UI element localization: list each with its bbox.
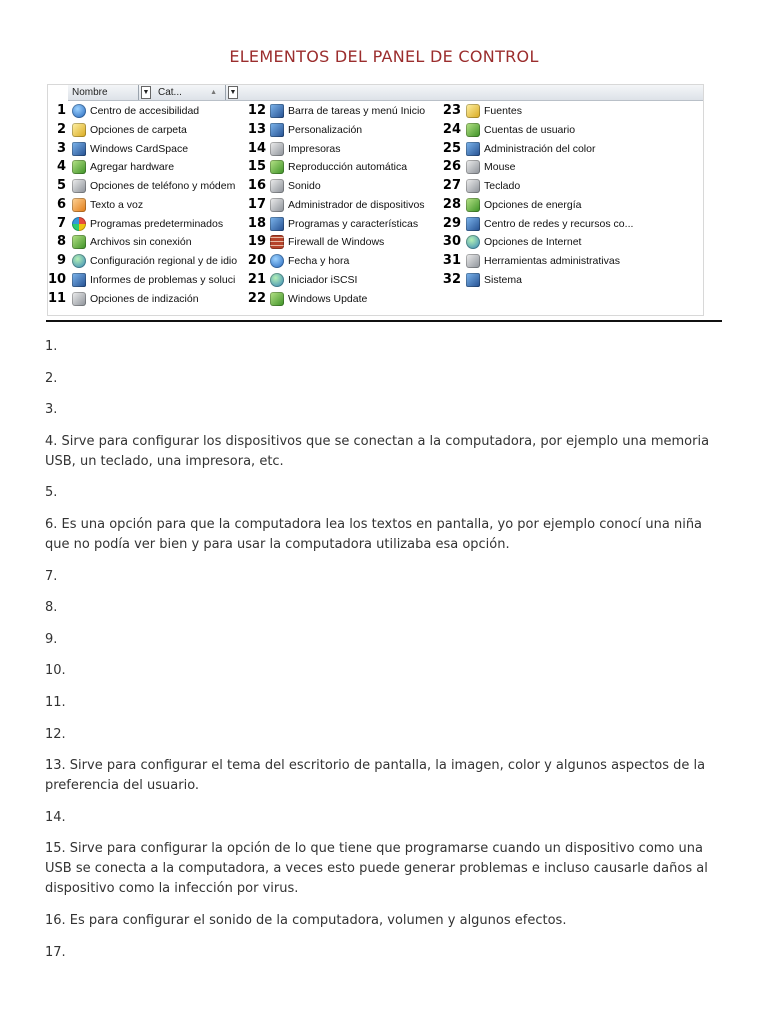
item-number: 17 bbox=[247, 196, 266, 212]
item-label: Impresoras bbox=[288, 142, 341, 155]
item-number: 32 bbox=[442, 271, 461, 287]
item-number: 18 bbox=[247, 215, 266, 231]
item-number: 20 bbox=[247, 253, 266, 268]
globe-app-icon bbox=[270, 273, 284, 287]
column-header-bar bbox=[68, 85, 703, 101]
blue-app-icon bbox=[270, 254, 284, 268]
item-label: Windows CardSpace bbox=[90, 142, 189, 155]
item-number: 24 bbox=[442, 121, 461, 137]
item-number: 23 bbox=[442, 103, 461, 118]
gray-app-icon bbox=[72, 179, 86, 193]
item-label: Administración del color bbox=[484, 142, 596, 155]
monitor-app-icon bbox=[466, 273, 480, 287]
list-item: 11. bbox=[45, 694, 66, 710]
answer-list bbox=[45, 337, 725, 974]
item-number: 14 bbox=[247, 140, 266, 156]
monitor-app-icon bbox=[270, 217, 284, 231]
list-item: 4. Sirve para configurar los dispositivos que se conectan a la computadora, por ejemplo una memoria USB, un teclado, una impresora, etc. bbox=[45, 433, 710, 469]
yellow-app-icon bbox=[72, 123, 86, 137]
item-number: 8 bbox=[56, 234, 66, 250]
green-app-icon bbox=[466, 198, 480, 212]
column-header-categoria[interactable] bbox=[154, 85, 226, 100]
item-label: Sistema bbox=[484, 273, 522, 286]
chevron-down-icon[interactable]: ▼ bbox=[228, 86, 238, 99]
item-label: Opciones de indización bbox=[90, 292, 199, 305]
list-item: 13. Sirve para configurar el tema del escritorio de pantalla, la imagen, color y algunos aspectos de la preferencia del usuario. bbox=[45, 758, 706, 794]
item-number: 10 bbox=[48, 271, 67, 287]
item-label: Configuración regional y de idio bbox=[90, 255, 238, 267]
item-number: 29 bbox=[442, 215, 461, 231]
item-label: Programas predeterminados bbox=[90, 217, 224, 230]
list-item: 14. bbox=[45, 809, 66, 825]
item-number: 26 bbox=[442, 159, 461, 175]
monitor-app-icon bbox=[466, 142, 480, 156]
list-item: 2. bbox=[45, 370, 58, 386]
item-number: 22 bbox=[247, 290, 266, 306]
item-number: 25 bbox=[442, 140, 461, 156]
list-item: 7. bbox=[45, 568, 58, 584]
item-label: Archivos sin conexión bbox=[90, 236, 192, 249]
item-label: Sonido bbox=[288, 180, 321, 192]
item-number: 7 bbox=[56, 215, 66, 231]
gray-app-icon bbox=[466, 254, 480, 268]
item-number: 6 bbox=[56, 196, 66, 212]
item-label: Personalización bbox=[288, 123, 363, 136]
item-number: 19 bbox=[247, 234, 266, 250]
item-label: Texto a voz bbox=[90, 198, 144, 211]
gray-app-icon bbox=[270, 179, 284, 193]
orange-app-icon bbox=[72, 198, 86, 212]
gray-app-icon bbox=[466, 179, 480, 193]
item-number: 27 bbox=[442, 178, 461, 193]
list-item: 15. Sirve para configurar la opción de lo que tiene que programarse cuando un dispositivo como una USB se conecta a la computadora, a veces esto puede generar problemas e incluso causarle daños al dispositivo como la infección por virus. bbox=[45, 841, 708, 897]
gray-app-icon bbox=[72, 292, 86, 306]
item-number: 4 bbox=[56, 159, 66, 175]
column-header-cat-label: Cat... bbox=[158, 87, 182, 98]
item-label: Teclado bbox=[484, 180, 521, 192]
item-number: 2 bbox=[56, 121, 66, 137]
gray-app-icon bbox=[270, 198, 284, 212]
item-label: Herramientas administrativas bbox=[484, 255, 620, 267]
item-label: Opciones de Internet bbox=[484, 236, 582, 249]
brick-app-icon bbox=[270, 235, 284, 249]
list-item: 12. bbox=[45, 726, 66, 742]
green-app-icon bbox=[270, 160, 284, 174]
list-item: 3. bbox=[45, 402, 58, 418]
item-number: 13 bbox=[247, 121, 266, 137]
item-label: Cuentas de usuario bbox=[484, 123, 576, 136]
item-number: 11 bbox=[48, 290, 67, 306]
item-number: 30 bbox=[442, 234, 461, 250]
item-label: Barra de tareas y menú Inicio bbox=[288, 105, 426, 117]
item-label: Centro de redes y recursos co... bbox=[484, 217, 634, 230]
horizontal-divider bbox=[46, 320, 722, 322]
item-number: 3 bbox=[56, 140, 66, 156]
item-number: 5 bbox=[56, 178, 66, 193]
item-number: 31 bbox=[442, 253, 461, 268]
item-label: Administrador de dispositivos bbox=[288, 198, 425, 211]
item-label: Centro de accesibilidad bbox=[90, 105, 200, 117]
list-item: 8. bbox=[45, 600, 58, 616]
list-item: 10. bbox=[45, 663, 66, 679]
gray-app-icon bbox=[270, 142, 284, 156]
monitor-app-icon bbox=[270, 123, 284, 137]
item-label: Opciones de teléfono y módem bbox=[90, 180, 236, 192]
item-label: Opciones de carpeta bbox=[90, 123, 187, 136]
item-label: Informes de problemas y soluci bbox=[90, 273, 236, 286]
sort-ascending-icon: ▲ bbox=[210, 89, 217, 96]
list-item: 17. bbox=[45, 944, 66, 960]
green-app-icon bbox=[72, 160, 86, 174]
list-item: 9. bbox=[45, 631, 58, 647]
item-label: Programas y características bbox=[288, 217, 419, 230]
monitor-app-icon bbox=[72, 273, 86, 287]
item-number: 21 bbox=[247, 271, 266, 287]
control-panel-screenshot bbox=[47, 84, 704, 316]
item-number: 12 bbox=[247, 103, 266, 118]
yellow-app-icon bbox=[466, 104, 480, 118]
item-number: 15 bbox=[247, 159, 266, 175]
chevron-down-icon[interactable]: ▼ bbox=[141, 86, 151, 99]
column-header-nombre[interactable]: Nombre bbox=[68, 85, 139, 100]
item-number: 16 bbox=[247, 178, 266, 193]
item-label: Agregar hardware bbox=[90, 161, 175, 174]
list-item: 6. Es una opción para que la computadora lea los textos en pantalla, yo por ejemplo conocí una niña que no podía ver bien y para usar la computadora utilizaba esa opción. bbox=[45, 516, 703, 552]
item-label: Fuentes bbox=[484, 105, 522, 117]
monitor-app-icon bbox=[270, 104, 284, 118]
green-app-icon bbox=[466, 123, 480, 137]
monitor-app-icon bbox=[466, 217, 480, 231]
list-item: 1. bbox=[45, 339, 58, 354]
document-title: ELEMENTOS DEL PANEL DE CONTROL bbox=[229, 47, 539, 66]
item-number: 9 bbox=[56, 253, 66, 268]
item-number: 28 bbox=[442, 196, 461, 212]
blue-app-icon bbox=[72, 104, 86, 118]
green-app-icon bbox=[72, 235, 86, 249]
list-item: 5. bbox=[45, 485, 58, 501]
item-label: Mouse bbox=[484, 161, 516, 174]
item-label: Fecha y hora bbox=[288, 255, 350, 267]
globe-app-icon bbox=[466, 235, 480, 249]
item-label: Opciones de energía bbox=[484, 198, 582, 211]
monitor-app-icon bbox=[72, 142, 86, 156]
green-app-icon bbox=[270, 292, 284, 306]
multi-app-icon bbox=[72, 217, 86, 231]
item-label: Windows Update bbox=[288, 292, 368, 305]
list-item: 16. Es para configurar el sonido de la computadora, volumen y algunos efectos. bbox=[45, 912, 567, 928]
globe-app-icon bbox=[72, 254, 86, 268]
item-label: Firewall de Windows bbox=[288, 236, 385, 249]
item-label: Iniciador iSCSI bbox=[288, 273, 358, 286]
gray-app-icon bbox=[466, 160, 480, 174]
item-number: 1 bbox=[56, 103, 66, 118]
item-label: Reproducción automática bbox=[288, 161, 408, 174]
